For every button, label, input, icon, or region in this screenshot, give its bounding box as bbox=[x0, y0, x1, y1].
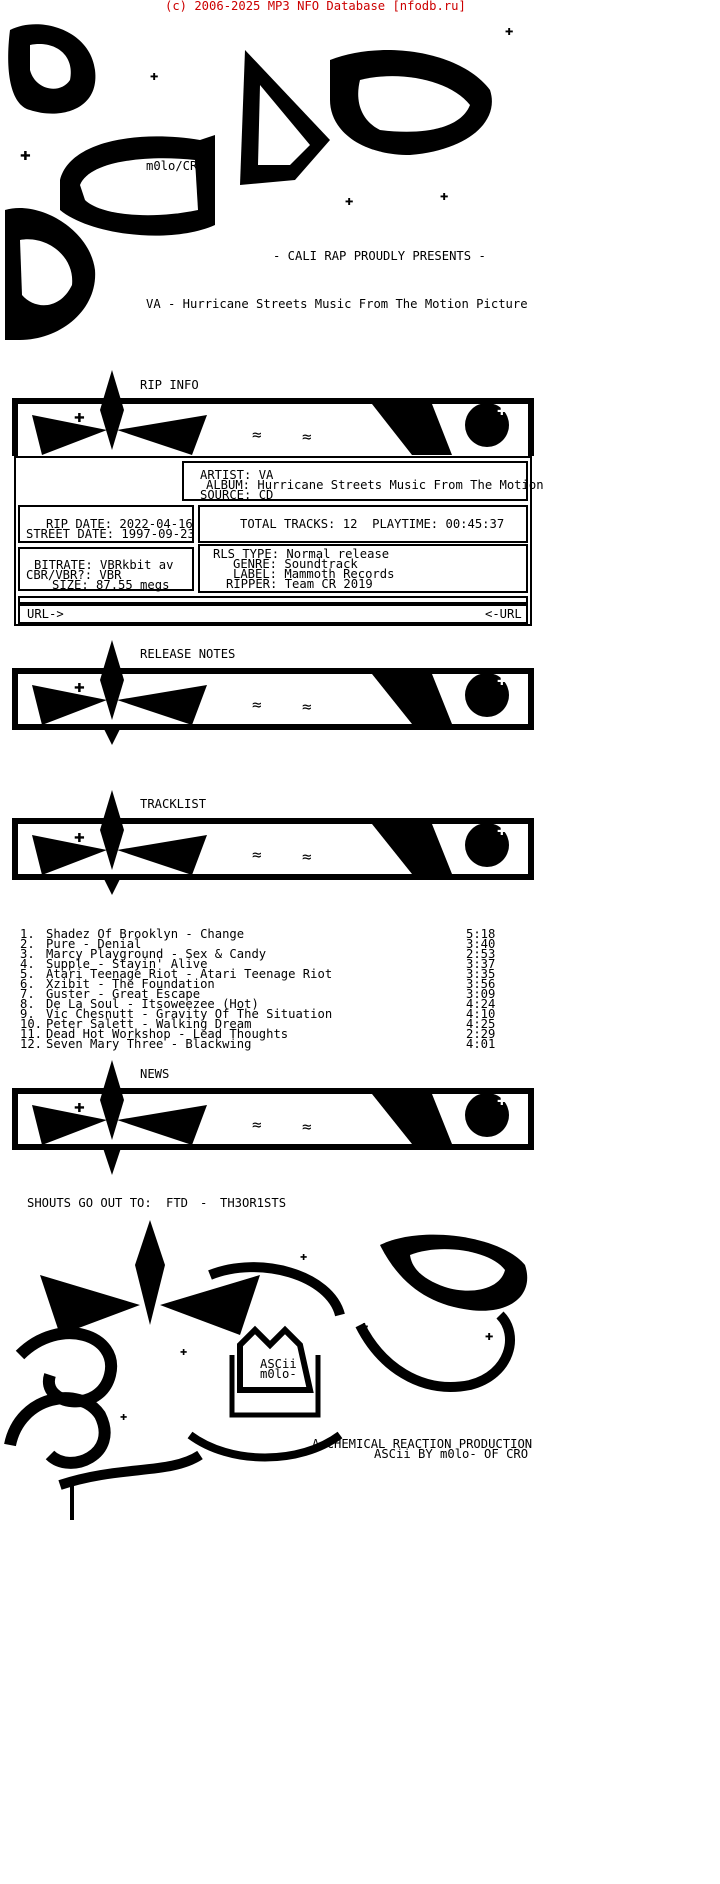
svg-text:✚: ✚ bbox=[74, 676, 85, 697]
svg-text:✚: ✚ bbox=[74, 1096, 85, 1117]
label-label: LABEL: bbox=[233, 567, 278, 581]
track-duration: 4:24 bbox=[466, 997, 496, 1011]
svg-text:≈: ≈ bbox=[252, 1115, 262, 1134]
svg-text:≈: ≈ bbox=[302, 697, 312, 716]
section-title-rip-info: RIP INFO bbox=[140, 378, 199, 392]
track-title: Shadez Of Brooklyn - Change bbox=[46, 927, 245, 941]
intro-artist-tag: m0lo/CRO bbox=[146, 159, 205, 173]
ascii-by-credit: ASCii BY m0lo- OF CRO bbox=[374, 1447, 529, 1461]
album-value: Hurricane Streets Music From The Motion bbox=[257, 478, 544, 492]
rip-date-label: RIP DATE: bbox=[46, 517, 113, 531]
shouts-separator: - bbox=[200, 1196, 208, 1210]
genre-value: Soundtrack bbox=[284, 557, 358, 571]
section-title-release-notes: RELEASE NOTES bbox=[140, 647, 236, 661]
track-title: Xzibit - The Foundation bbox=[46, 977, 215, 991]
track-duration: 3:35 bbox=[466, 967, 496, 981]
svg-text:✚: ✚ bbox=[497, 670, 507, 689]
track-title: Supple - Stayin' Alive bbox=[46, 957, 208, 971]
shouts-group-2: TH3OR1STS bbox=[220, 1196, 287, 1210]
track-duration: 3:37 bbox=[466, 957, 496, 971]
track-row bbox=[20, 1037, 604, 1051]
cbr-value: VBR bbox=[99, 568, 122, 582]
url-left-link[interactable]: URL-> bbox=[27, 607, 64, 621]
track-title: Atari Teenage Riot - Atari Teenage Riot bbox=[46, 967, 333, 981]
svg-text:✚: ✚ bbox=[497, 400, 507, 419]
source-label: SOURCE: bbox=[200, 488, 252, 502]
track-title: Vic Chesnutt - Gravity Of The Situation bbox=[46, 1007, 333, 1021]
track-duration: 3:09 bbox=[466, 987, 496, 1001]
track-number: 12. bbox=[20, 1037, 43, 1051]
svg-text:✚: ✚ bbox=[120, 1409, 128, 1423]
track-number: 10. bbox=[20, 1017, 43, 1031]
rls-type-label: RLS TYPE: bbox=[213, 547, 280, 561]
source-value: CD bbox=[258, 488, 274, 502]
track-number: 1. bbox=[20, 927, 35, 941]
track-title: De La Soul - Itsoweezee (Hot) bbox=[46, 997, 259, 1011]
artist-value: VA bbox=[258, 468, 274, 482]
bitrate-value: VBRkbit av bbox=[100, 558, 174, 572]
svg-text:✚: ✚ bbox=[74, 406, 85, 427]
source-row bbox=[200, 489, 273, 501]
artist-label: ARTIST: bbox=[200, 468, 252, 482]
svg-text:✚: ✚ bbox=[74, 826, 85, 847]
ripper-row bbox=[226, 578, 373, 590]
track-number: 3. bbox=[20, 947, 35, 961]
size-row bbox=[52, 579, 169, 591]
svg-text:≈: ≈ bbox=[302, 427, 312, 446]
shouts-group-1: FTD bbox=[166, 1196, 189, 1210]
svg-text:✚: ✚ bbox=[20, 144, 31, 165]
section-banner-icon bbox=[12, 1060, 534, 1180]
track-title: Seven Mary Three - Blackwing bbox=[46, 1037, 252, 1051]
playtime-label: PLAYTIME: bbox=[372, 517, 439, 531]
track-duration: 4:10 bbox=[466, 1007, 496, 1021]
presents-line: - CALI RAP PROUDLY PRESENTS - bbox=[273, 249, 486, 263]
section-title-tracklist: TRACKLIST bbox=[140, 797, 207, 811]
track-number: 2. bbox=[20, 937, 35, 951]
total-tracks-label: TOTAL TRACKS: bbox=[240, 517, 336, 531]
rip-date-value: 2022-04-16 bbox=[119, 517, 193, 531]
svg-text:✚: ✚ bbox=[60, 1298, 69, 1314]
track-number: 6. bbox=[20, 977, 35, 991]
track-title: Guster - Great Escape bbox=[46, 987, 201, 1001]
svg-text:✚: ✚ bbox=[440, 188, 449, 204]
track-duration: 2:29 bbox=[466, 1027, 496, 1041]
site-credit: (c) 2006-2025 MP3 NFO Database [nfodb.ru] bbox=[165, 0, 466, 13]
shouts-label: SHOUTS GO OUT TO: bbox=[27, 1196, 152, 1210]
label-value: Mammoth Records bbox=[284, 567, 395, 581]
svg-text:✚: ✚ bbox=[150, 68, 159, 84]
release-title: VA - Hurricane Streets Music From The Motion Picture bbox=[146, 297, 528, 311]
section-banner-icon bbox=[12, 790, 534, 900]
svg-text:≈: ≈ bbox=[302, 1117, 312, 1136]
production-credit: A CHEMICAL REACTION PRODUCTION bbox=[312, 1437, 533, 1451]
totals-row bbox=[240, 518, 504, 530]
svg-text:≈: ≈ bbox=[252, 425, 262, 444]
svg-text:≈: ≈ bbox=[302, 847, 312, 866]
total-tracks-value: 12 bbox=[342, 517, 358, 531]
ripper-value: Team CR 2019 bbox=[284, 577, 373, 591]
section-banner-icon bbox=[12, 640, 534, 750]
size-label: SIZE: bbox=[52, 578, 89, 592]
track-number: 11. bbox=[20, 1027, 43, 1041]
svg-text:✚: ✚ bbox=[497, 1090, 507, 1109]
track-number: 4. bbox=[20, 957, 35, 971]
track-number: 8. bbox=[20, 997, 35, 1011]
section-title-news: NEWS bbox=[140, 1067, 170, 1081]
album-label: ALBUM: bbox=[206, 478, 251, 492]
svg-text:≈: ≈ bbox=[252, 845, 262, 864]
rls-type-value: Normal release bbox=[286, 547, 390, 561]
ripper-label: RIPPER: bbox=[226, 577, 278, 591]
footer-ascii-artist: m0lo- bbox=[260, 1367, 297, 1381]
svg-text:✚: ✚ bbox=[360, 1318, 369, 1334]
svg-text:✚: ✚ bbox=[300, 1249, 308, 1263]
track-duration: 2:53 bbox=[466, 947, 496, 961]
svg-text:✚: ✚ bbox=[505, 23, 514, 39]
svg-text:✚: ✚ bbox=[497, 820, 507, 839]
divider-bar bbox=[18, 596, 528, 604]
track-number: 5. bbox=[20, 967, 35, 981]
url-right-link[interactable]: <-URL bbox=[485, 607, 522, 621]
track-duration: 3:40 bbox=[466, 937, 496, 951]
svg-text:✚: ✚ bbox=[180, 1344, 188, 1358]
footer-ascii-tag: ASCii bbox=[260, 1357, 297, 1371]
track-title: Dead Hot Workshop - Lead Thoughts bbox=[46, 1027, 289, 1041]
cbr-label: CBR/VBR?: bbox=[26, 568, 93, 582]
playtime-value: 00:45:37 bbox=[445, 517, 505, 531]
street-date-value: 1997-09-23 bbox=[121, 527, 195, 541]
track-number: 7. bbox=[20, 987, 35, 1001]
track-duration: 5:18 bbox=[466, 927, 496, 941]
street-date-row bbox=[26, 528, 195, 540]
street-date-label: STREET DATE: bbox=[26, 527, 115, 541]
track-duration: 4:01 bbox=[466, 1037, 496, 1051]
track-title: Pure - Denial bbox=[46, 937, 142, 951]
svg-text:✚: ✚ bbox=[345, 193, 354, 209]
size-value: 87.55 megs bbox=[96, 578, 170, 592]
svg-text:≈: ≈ bbox=[252, 695, 262, 714]
bitrate-label: BITRATE: bbox=[34, 558, 93, 572]
track-title: Marcy Playground - Sex & Candy bbox=[46, 947, 267, 961]
track-duration: 4:25 bbox=[466, 1017, 496, 1031]
genre-label: GENRE: bbox=[233, 557, 278, 571]
section-banner-icon bbox=[12, 370, 534, 458]
url-box bbox=[18, 604, 528, 624]
svg-text:✚: ✚ bbox=[485, 1328, 494, 1344]
track-number: 9. bbox=[20, 1007, 35, 1021]
track-title: Peter Salett - Walking Dream bbox=[46, 1017, 252, 1031]
track-duration: 3:56 bbox=[466, 977, 496, 991]
